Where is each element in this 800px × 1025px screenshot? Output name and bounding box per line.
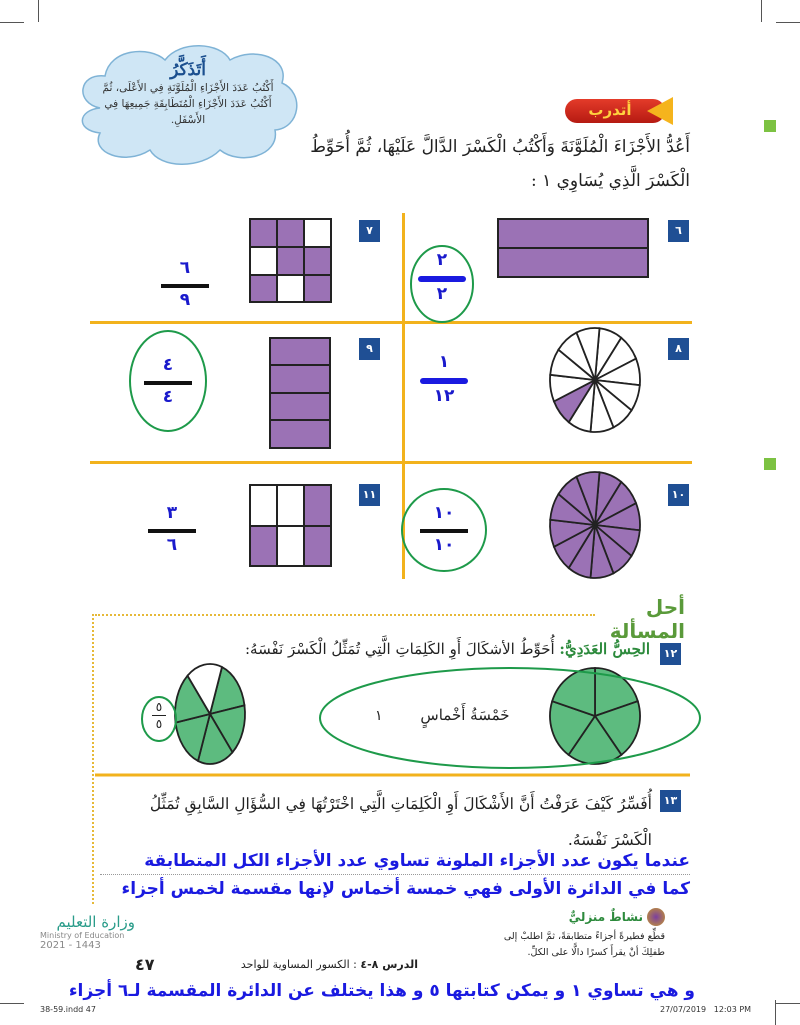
remember-title: أَتَذَكَّرُ xyxy=(170,60,206,80)
fraction-ex10: ١٠ ١٠ xyxy=(414,503,474,559)
exercise-number: ٦ xyxy=(668,220,689,242)
lesson-footer xyxy=(168,958,418,971)
problem-solving-heading: أحل المسألة xyxy=(609,595,685,643)
dotted-divider xyxy=(92,614,94,904)
q12-fraction: ٥ ٥ xyxy=(150,700,168,731)
question-number: ١٣ xyxy=(660,790,681,812)
lesson-title: : الكسور المساوية للواحد xyxy=(240,958,357,971)
home-activity-text: قطِّع فطيرةً أجزاءً متطابقةً، ثمَّ اطلبْ إلى طفلِكَ أنْ يقرأَ كسرًا دالًّا على الكلِّ. xyxy=(503,931,665,958)
q12-words: خَمْسَةُ أَخْماسٍ xyxy=(420,706,510,724)
q12-label: الحِسُّ العَدَدِيُّ: xyxy=(559,640,650,658)
home-activity-title: نشاطٌ منزليٌّ xyxy=(568,910,643,924)
fraction-ex8: ١ ١٢ xyxy=(414,352,474,410)
exercise-number: ٩ xyxy=(359,338,380,360)
fraction-ex9: ٤ ٤ xyxy=(138,355,198,411)
timestamp: 27/07/2019 12:03 PM xyxy=(660,1005,752,1014)
home-activity xyxy=(460,908,665,961)
ministry-logo: وزارة التعليم Ministry of Education 2021 - 1443 xyxy=(40,913,135,951)
practice-instructions: أَعُدُّ الأَجْزَاءَ الْمُلَوَّنَةَ وَأَكْتُبُ الْكَسْرَ الدَّالَّ عَلَيْهَا، ثُمَّ أُحَوِّطُ الْكَسْرَ الَّذِي يُسَاوِي ١ : xyxy=(310,137,690,191)
shape-ex8 xyxy=(550,328,640,432)
shape-ex10 xyxy=(550,472,640,578)
file-label: 38-59.indd 47 xyxy=(40,1005,96,1014)
handwritten-answer-line: عندما يكون عدد الأجزاء الملونة تساوي عدد الأجزاء الكل المتطابقة xyxy=(100,848,690,875)
lesson-number: الدرس ٨-٤ xyxy=(360,958,418,971)
q12-prompt xyxy=(180,640,650,658)
exercise-number: ٨ xyxy=(668,338,689,360)
practice-banner-label: أتدرب xyxy=(588,101,632,119)
handwritten-answer-line: كما في الدائرة الأولى فهي خمسة أخماس لإنها مقسمة لخمس أجزاء xyxy=(121,879,690,899)
circle-fifths xyxy=(550,668,640,764)
fraction-ex11: ٣ ٦ xyxy=(142,503,202,559)
shape-ex7 xyxy=(250,219,331,302)
exercise-number: ٧ xyxy=(359,220,380,242)
handwritten-answer-line: و هي تساوي ١ و يمكن كتابتها ٥ و هذا يختلف عن الدائرة المقسمة لـ٦ أجزاء xyxy=(68,981,695,1001)
dotted-divider xyxy=(95,614,595,616)
q12-one: ١ xyxy=(375,708,383,724)
page-number: ٤٧ xyxy=(135,955,155,974)
question-number: ١٢ xyxy=(660,643,681,665)
fraction-ex7: ٦ ٩ xyxy=(155,258,215,314)
q12-text: أُحَوِّطُ الأشكَالَ أَوِ الكَلِمَاتِ الَّتِي تُمَثِّلُ الْكَسْرَ نَفْسَهُ: xyxy=(244,640,555,658)
exercise-number: ١٠ xyxy=(668,484,689,506)
q13-text: أُفَسِّرُ كَيْفَ عَرَفْتُ أَنَّ الأَشْكَالَ أَوِ الْكَلِمَاتِ الَّتِي اخْتَرْتُهَا فِي السُّؤَالِ السَّابِقِ تُمَثِّلُ الْكَسْرَ نَفْسَهُ. xyxy=(149,795,652,849)
shape-ex9 xyxy=(270,338,330,448)
circle-sixths xyxy=(175,664,245,764)
remember-text: أَكْتُبُ عَدَدَ الأَجْزَاءِ الْمُلَوَّنَةِ فِي الأَعْلَى، ثُمَّ أَكْتُبُ عَدَدَ الأَجْزَاءِ الْمُتَطَابِقَةِ جَمِيعِهَا فِي الأَسْفَلِ. xyxy=(102,82,274,126)
shape-ex11 xyxy=(250,485,331,566)
shape-ex6 xyxy=(498,219,648,277)
fraction-ex6: ٢ ٢ xyxy=(412,250,472,308)
home-icon xyxy=(647,908,665,926)
exercise-number: ١١ xyxy=(359,484,380,506)
